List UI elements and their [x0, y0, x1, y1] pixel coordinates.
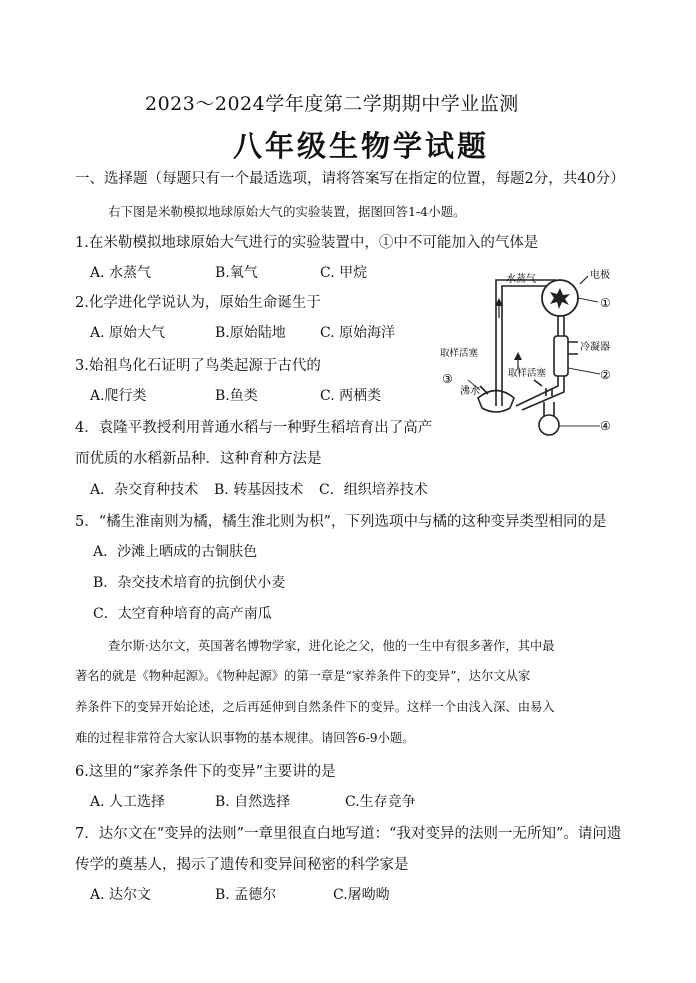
- label-n3: ③: [442, 372, 453, 386]
- option-a[interactable]: A.爬行类: [90, 388, 147, 404]
- question-6-options: [90, 791, 416, 811]
- option-b[interactable]: B.氧气: [215, 265, 258, 281]
- question-7-options: [90, 884, 390, 904]
- question-7-stem-line2: 传学的奠基人，揭示了遗传和变异间秘密的科学家是: [75, 857, 409, 873]
- option-b[interactable]: B. 孟德尔: [215, 887, 277, 903]
- option-a[interactable]: A. 水蒸气: [90, 265, 152, 281]
- label-n2: ②: [600, 368, 611, 382]
- option-c[interactable]: C. 甲烷: [320, 265, 368, 281]
- question-2-options: [90, 322, 395, 342]
- option-a[interactable]: A. 原始大气: [90, 325, 166, 341]
- collection-flask: [539, 415, 559, 435]
- option-a[interactable]: A. 人工选择: [90, 794, 166, 810]
- option-b[interactable]: B. 自然选择: [215, 794, 291, 810]
- label-n4: ④: [600, 419, 611, 433]
- question-3-options: [90, 385, 381, 405]
- question-5-option-c[interactable]: C．太空育种培育的高产南瓜: [93, 606, 272, 622]
- exam-header: 2023～2024学年度第二学期期中学业监测: [145, 93, 519, 115]
- question-4-stem-line2: 而优质的水稻新品种．这种育种方法是: [75, 451, 322, 467]
- option-c[interactable]: C. 原始海洋: [320, 325, 396, 341]
- label-electrode: 电极: [590, 270, 610, 281]
- label-n1: ①: [600, 296, 611, 310]
- label-steam: 水蒸气: [506, 274, 536, 285]
- option-c[interactable]: C.屠呦呦: [333, 887, 390, 903]
- option-c[interactable]: C．组织培养技术: [319, 482, 428, 498]
- option-c[interactable]: C.生存竞争: [345, 794, 416, 810]
- question-7-stem-line1: 7．达尔文在“变异的法则”一章里很直白地写道：“我对变异的法则一无所知”。请问遗: [75, 826, 622, 842]
- page-title: 八年级生物学试题: [233, 129, 490, 163]
- question-4-stem-line1: 4．袁隆平教授利用普通水稻与一种野生稻培育出了高产: [75, 420, 433, 436]
- question-5-stem: 5．“橘生淮南则为橘，橘生淮北则为枳”，下列选项中与橘的这种变异类型相同的是: [75, 514, 607, 530]
- section-heading: 一、选择题（每题只有一个最适选项，请将答案写在指定的位置，每题2分，共40分）: [75, 171, 625, 187]
- question-1-options: [90, 262, 367, 282]
- section-note: 右下图是米勒模拟地球原始大气的实验装置，据图回答1-4小题。: [108, 204, 466, 219]
- option-a[interactable]: A. 达尔文: [90, 887, 152, 903]
- question-6-stem: 6.这里的“家养条件下的变异”主要讲的是: [75, 764, 336, 780]
- option-c[interactable]: C. 两栖类: [320, 388, 382, 404]
- miller-apparatus-diagram: [438, 258, 638, 443]
- passage-line-1: 查尔斯·达尔文，英国著名博物学家，进化论之父，他的一生中有很多著作，其中最: [108, 639, 555, 653]
- option-a[interactable]: A．杂交育种技术: [90, 482, 199, 498]
- question-5-option-a[interactable]: A．沙滩上晒成的古铜肤色: [93, 544, 258, 560]
- label-sample-valve-right: 取样活塞: [508, 368, 547, 379]
- question-4-options: [90, 479, 428, 499]
- option-b[interactable]: B. 转基因技术: [214, 482, 304, 498]
- passage-line-3: 养条件下的变异开始论述，之后再延伸到自然条件下的变异。这样一个由浅入深、由易入: [75, 700, 555, 714]
- option-b[interactable]: B.鱼类: [215, 388, 258, 404]
- question-5-option-b[interactable]: B．杂交技术培育的抗倒伏小麦: [93, 575, 286, 591]
- label-condenser: 冷凝器: [580, 342, 610, 353]
- passage-line-4: 难的过程非常符合大家认识事物的基本规律。请回答6-9小题。: [75, 731, 415, 745]
- condenser: [554, 336, 568, 376]
- question-1-stem: 1.在米勒模拟地球原始大气进行的实验装置中，①中不可能加入的气体是: [75, 235, 539, 251]
- option-b[interactable]: B.原始陆地: [215, 325, 286, 341]
- label-boiling-water: 沸水: [460, 386, 480, 397]
- question-3-stem: 3.始祖鸟化石证明了鸟类起源于古代的: [75, 358, 321, 374]
- question-2-stem: 2.化学进化学说认为，原始生命诞生于: [75, 295, 321, 311]
- label-sample-valve-left: 取样活塞: [440, 348, 479, 359]
- passage-line-2: 著名的就是《物种起源》。《物种起源》的第一章是“家养条件下的变异”，达尔文从家: [75, 669, 531, 683]
